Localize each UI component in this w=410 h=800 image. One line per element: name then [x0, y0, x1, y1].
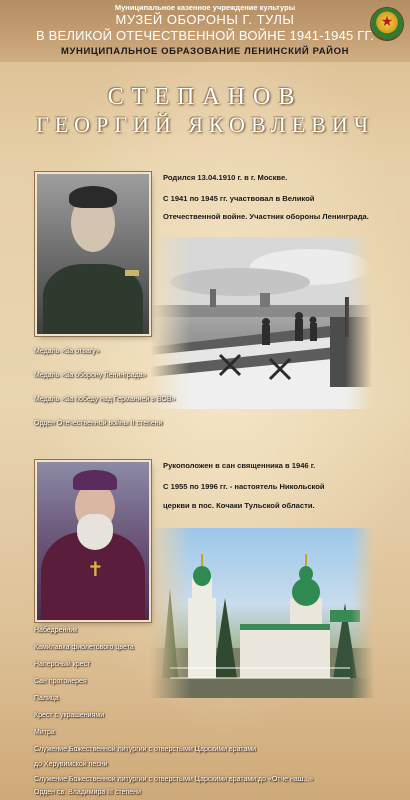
pectoral-cross-icon: ✝ — [87, 557, 104, 581]
beard-shape — [77, 514, 113, 550]
military-bio-line: С 1941 по 1945 гг. участвовал в Великой — [163, 194, 315, 203]
soldier-portrait-photo — [37, 174, 149, 334]
church-award: Набедренник — [34, 627, 78, 634]
church-bio-line: С 1955 по 1996 гг. - настоятель Никольской — [163, 482, 325, 491]
military-bio-line: Родился 13.04.1910 г. в г. Москве. — [163, 173, 288, 182]
military-award: Медаль «За оборону Ленинграда» — [34, 372, 147, 379]
church-award: Камилавка фиолетового цвета — [34, 644, 134, 651]
wartime-scene-drawing — [150, 237, 372, 409]
kamilavka-shape — [73, 470, 117, 490]
church-award: Митра — [34, 729, 55, 736]
military-award: Орден Отечественной войны II степени — [34, 420, 163, 427]
church-award: до Херувимской песни — [34, 761, 108, 768]
military-award: Медаль «За победу над Германией в ВОВ» — [34, 396, 176, 403]
church-bio-line: церкви в пос. Кочаки Тульской области. — [163, 501, 315, 510]
municipality-name: МУНИЦИПАЛЬНОЕ ОБРАЗОВАНИЕ ЛЕНИНСКИЙ РАЙОН — [60, 46, 350, 57]
shoulder-strap — [125, 270, 139, 276]
church-award: Служение Божественной литургии с отверстыми Царскими вратами до «Отче наш...» — [34, 776, 314, 783]
header-band — [0, 0, 410, 62]
museum-emblem-icon — [371, 8, 403, 40]
institution-name: Муниципальное казенное учреждение культуры — [114, 3, 296, 12]
church-award: Служение Божественной литургии с отверстыми Царскими вратами — [34, 746, 257, 753]
military-bio-line: Отечественной войне. Участник обороны Ленинграда. — [163, 212, 369, 221]
church-award: Наперсный крест — [34, 661, 91, 668]
hair-shape — [69, 186, 117, 208]
military-award: Медаль «За отвагу» — [34, 348, 100, 355]
church-award: Орден св. Владимира III степени — [34, 789, 141, 796]
church-award: Крест с украшениями — [34, 712, 105, 719]
wartime-leningrad-photo — [150, 237, 372, 409]
star-icon: ★ — [380, 14, 394, 30]
person-surname: СТЕПАНОВ — [107, 84, 303, 110]
church-bio-line: Рукоположен в сан священника в 1946 г. — [163, 461, 316, 470]
priest-portrait-photo — [37, 462, 149, 620]
person-given-names: ГЕОРГИЙ ЯКОВЛЕВИЧ — [35, 112, 375, 137]
church-award: Сан протоиерея — [34, 678, 87, 685]
nikolskaya-church-photo — [150, 528, 374, 698]
museum-title-line1: МУЗЕЙ ОБОРОНЫ Г. ТУЛЫ — [115, 12, 295, 27]
church-scene-drawing — [150, 528, 374, 698]
museum-title-line2: В ВЕЛИКОЙ ОТЕЧЕСТВЕННОЙ ВОЙНЕ 1941-1945 ГГ. — [36, 28, 374, 43]
church-award: Палица — [34, 695, 59, 702]
